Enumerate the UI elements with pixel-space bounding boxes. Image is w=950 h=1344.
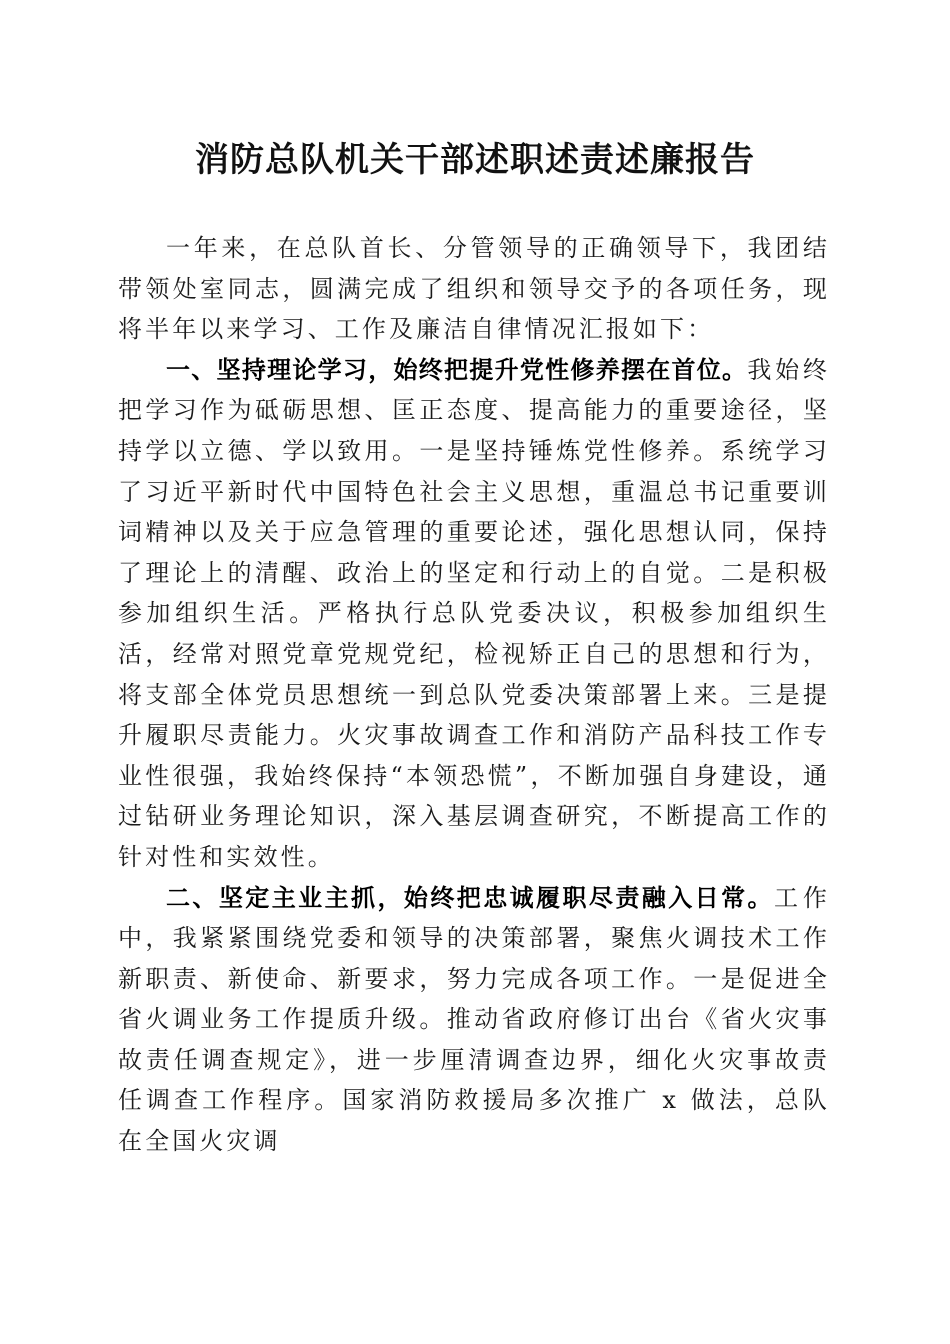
section-heading-1: 一、坚持理论学习，始终把提升党性修养摆在首位。 bbox=[166, 355, 748, 384]
intro-paragraph: 一年来，在总队首长、分管领导的正确领导下，我团结带领处室同志，圆满完成了组织和领导交予的各项任务，现将半年以来学习、工作及廉洁自律情况汇报如下： bbox=[118, 234, 830, 344]
document-title: 消防总队机关干部述职述责述廉报告 bbox=[195, 140, 755, 180]
section-paragraph-1 bbox=[118, 350, 830, 878]
document-body bbox=[118, 228, 830, 1162]
section-text-1: 我始终把学习作为砥砺思想、匡正态度、提高能力的重要途径，坚持学以立德、学以致用。一是坚持锤炼党性修养。系统学习了习近平新时代中国特色社会主义思想，重温总书记重要训词精神以及关于应急管理的重要论述，强化思想认同，保持了理论上的清醒、政治上的坚定和行动上的自觉。二是积极参加组织生活。严格执行总队党委决议，积极参加组织生活，经常对照党章党规党纪，检视矫正自己的思想和行为，将支部全体党员思想统一到总队党委决策部署上来。三是提升履职尽责能力。火灾事故调查工作和消防产品科技工作专业性很强，我始终保持“本领恐慌”，不断加强自身建设，通过钻研业务理论知识，深入基层调查研究，不断提高工作的针对性和实效性。 bbox=[118, 355, 830, 871]
section-heading-2: 二、坚定主业主抓，始终把忠诚履职尽责融入日常。 bbox=[166, 883, 774, 912]
section-paragraph-2 bbox=[118, 878, 830, 1162]
section-text-2: 工作中，我紧紧围绕党委和领导的决策部署，聚焦火调技术工作新职责、新使命、新要求，努力完成各项工作。一是促进全省火调业务工作提质升级。推动省政府修订出台《省火灾事故责任调查规定》，进一步厘清调查边界，细化火灾事故责任调查工作程序。国家消防救援局多次推广 x 做法，总队在全国火灾调 bbox=[118, 883, 830, 1156]
